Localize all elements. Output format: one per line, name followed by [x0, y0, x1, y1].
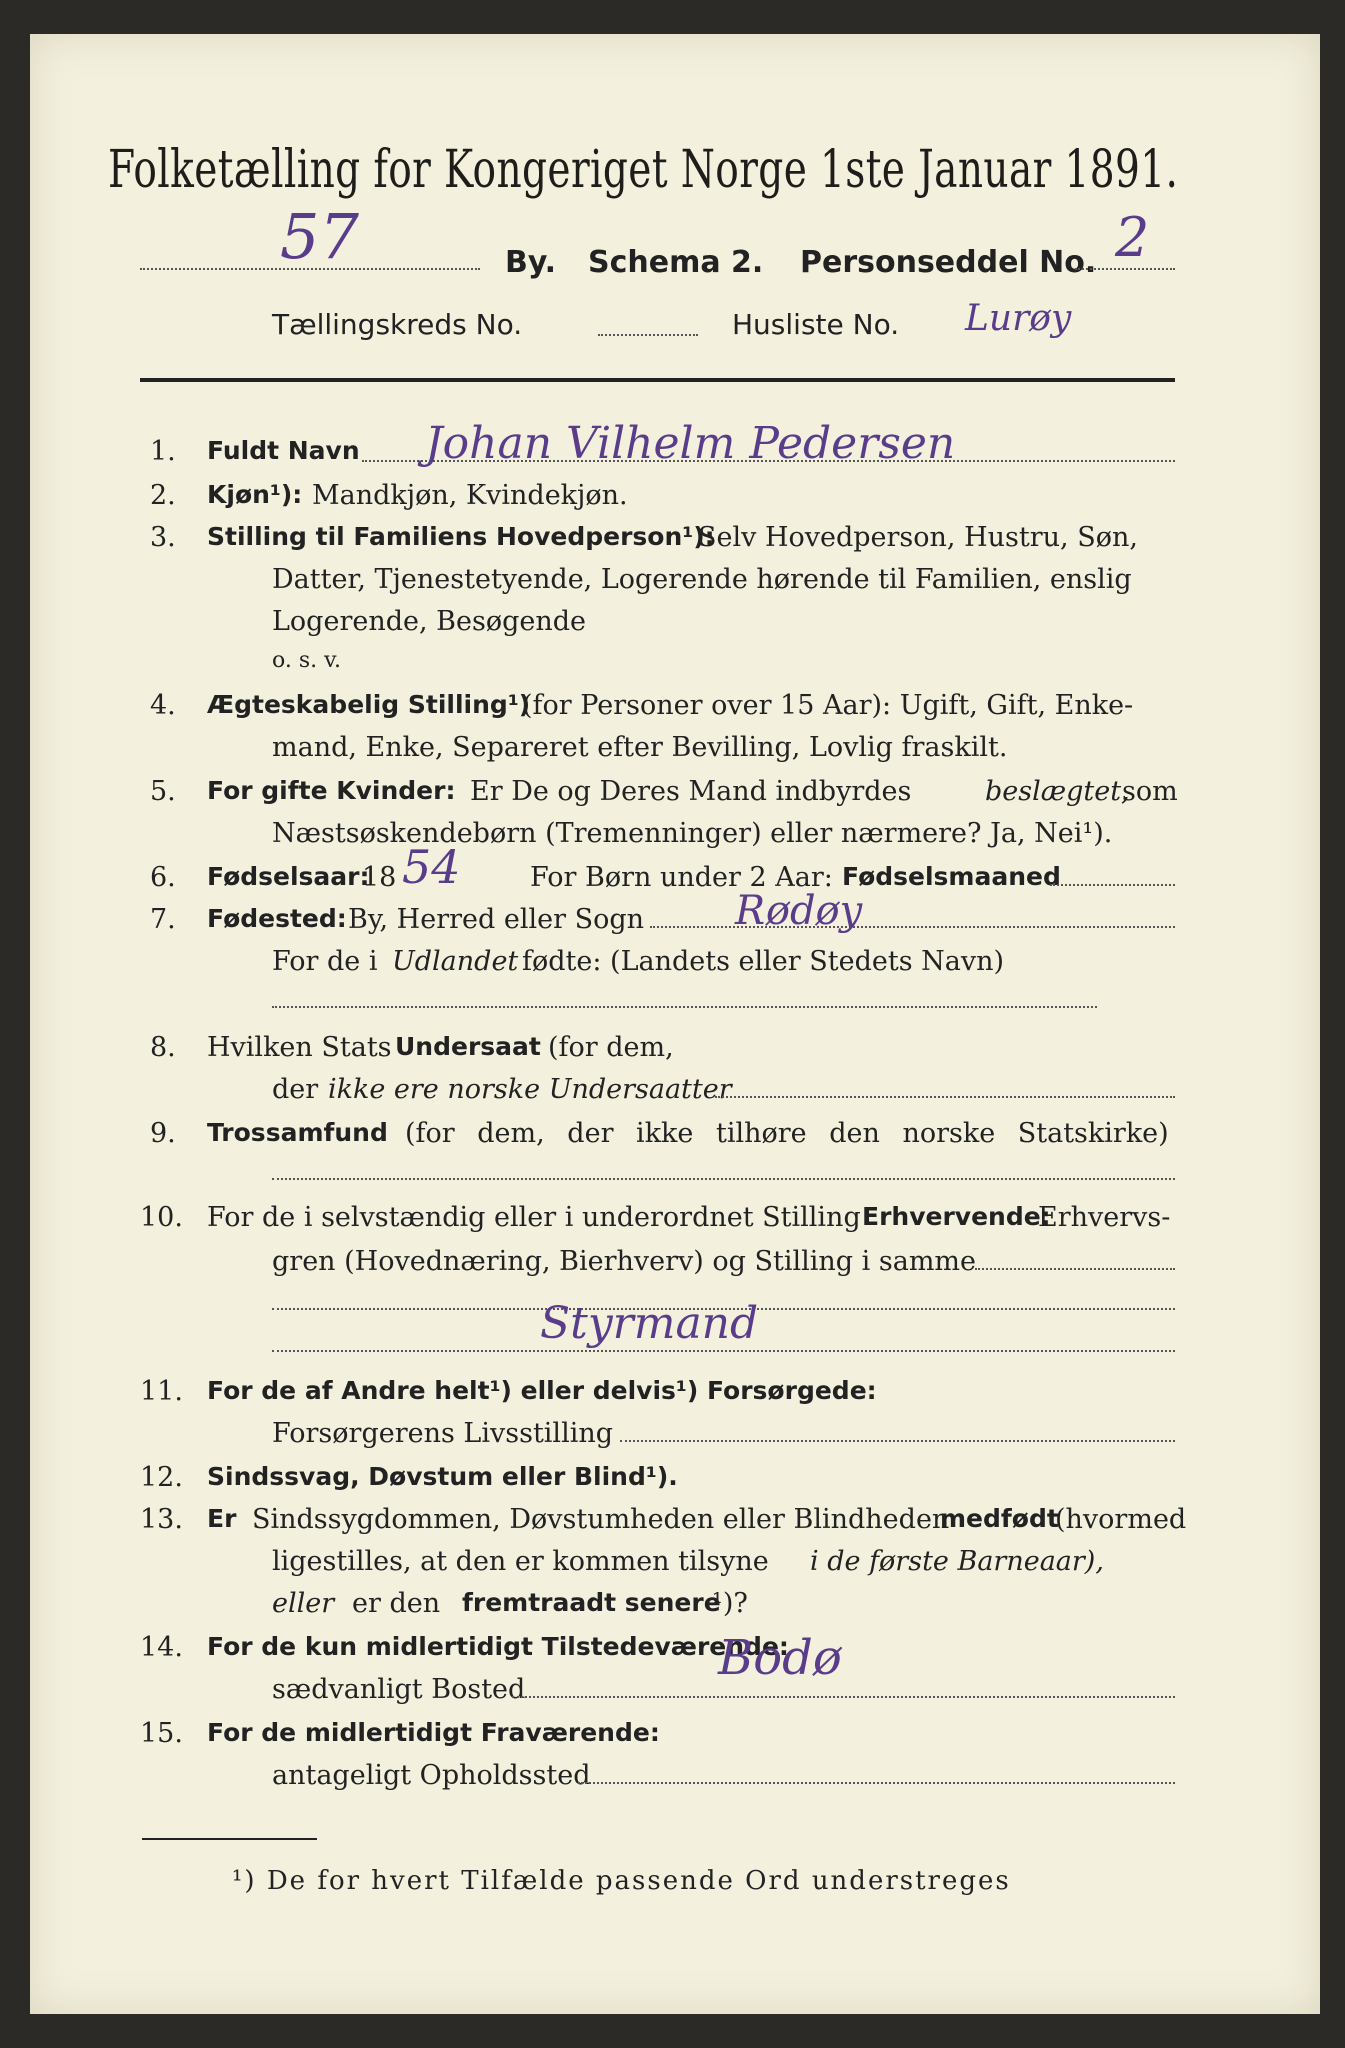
- tellingskreds-label: Tællingskreds No.: [272, 308, 523, 341]
- q14-label: For de kun midlertidigt Tilstedeværende:: [207, 1632, 789, 1661]
- q7-text-2a: For de i: [272, 946, 378, 977]
- q13-text-1: Sindssygdommen, Døvstumheden eller Blindheden: [252, 1504, 950, 1535]
- q14-line: [512, 1696, 1175, 1698]
- q13-text-2a: ligestilles, at den er kommen tilsyne: [272, 1546, 769, 1577]
- q7-label: Fødested:: [207, 904, 347, 933]
- q7-number: 7.: [150, 904, 176, 935]
- q6-text: For Børn under 2 Aar:: [530, 862, 833, 893]
- q4-label: Ægteskabelig Stilling¹): [207, 690, 531, 719]
- q8-text-1a: Hvilken Stats: [207, 1032, 392, 1063]
- q13-text-3b: ¹)?: [712, 1588, 748, 1619]
- q1-value: Johan Vilhelm Pedersen: [425, 418, 956, 469]
- q12-label: Sindssvag, Døvstum eller Blind¹).: [207, 1462, 678, 1491]
- q3-text-4: o. s. v.: [272, 648, 341, 673]
- q14-value: Bodø: [718, 1630, 842, 1686]
- q11-label: For de af Andre helt¹) eller delvis¹) Forsørgede:: [207, 1376, 877, 1405]
- q13-number: 13.: [140, 1504, 183, 1535]
- personseddel-label: Personseddel No.: [800, 245, 1097, 280]
- q10-line-3: [272, 1350, 1175, 1352]
- q2-text: Mandkjøn, Kvindekjøn.: [312, 480, 628, 511]
- q15-number: 15.: [140, 1718, 183, 1749]
- q6-value: 54: [402, 840, 461, 894]
- q6-label: Fødselsaar:: [207, 862, 370, 891]
- husliste-label: Husliste No.: [732, 308, 900, 341]
- q8-text-2a: der: [272, 1074, 319, 1105]
- q7-text: By, Herred eller Sogn: [348, 904, 644, 935]
- q10-text-2: gren (Hovednæring, Bierhverv) og Stilling i samme: [272, 1246, 977, 1277]
- q3-text-2: Datter, Tjenestetyende, Logerende hørende til Familien, enslig: [272, 564, 1132, 595]
- q10-value: Styrmand: [540, 1298, 759, 1349]
- q5-text-2: Næstsøskendebørn (Tremenninger) eller nærmere? Ja, Nei¹).: [272, 818, 1113, 849]
- q13-text-3: er den: [352, 1588, 441, 1619]
- personseddel-value: 2: [1115, 206, 1150, 269]
- q14-text-2: sædvanligt Bosted: [272, 1674, 526, 1705]
- form-title: Folketælling for Kongeriget Norge 1ste Januar 1891.: [108, 140, 1179, 200]
- q11-number: 11.: [140, 1376, 183, 1407]
- q7-line-2: [272, 1006, 1097, 1008]
- q3-text-3: Logerende, Besøgende: [272, 606, 586, 637]
- q10-number: 10.: [140, 1202, 183, 1233]
- q5-number: 5.: [150, 776, 176, 807]
- q5-italic: beslægtet,: [985, 776, 1130, 807]
- q9-line: [272, 1178, 1175, 1180]
- q11-line: [620, 1440, 1175, 1442]
- q3-label: Stilling til Familiens Hovedperson¹):: [207, 522, 715, 551]
- q8-text-1b: (for dem,: [548, 1032, 674, 1063]
- q8-number: 8.: [150, 1032, 176, 1063]
- q10-label: Erhvervende:: [862, 1202, 1051, 1231]
- q3-text-1: Selv Hovedperson, Hustru, Søn,: [698, 522, 1138, 553]
- q2-number: 2.: [150, 480, 176, 511]
- q13-italic: i de første Barneaar),: [810, 1546, 1104, 1577]
- footnote-rule: [142, 1838, 317, 1840]
- q2-label: Kjøn¹):: [207, 480, 303, 509]
- tellingskreds-line: [598, 334, 698, 336]
- q6-line: [1050, 884, 1175, 886]
- q6-number: 6.: [150, 862, 176, 893]
- q13-label-2: medfødt: [940, 1504, 1059, 1533]
- q8-italic: ikke ere norske Undersaatter: [328, 1074, 732, 1105]
- census-form-page: [30, 34, 1320, 2014]
- q14-number: 14.: [140, 1632, 183, 1663]
- q4-number: 4.: [150, 690, 176, 721]
- q7-italic: Udlandet: [392, 946, 519, 977]
- q12-number: 12.: [140, 1462, 183, 1493]
- q8-line: [715, 1096, 1175, 1098]
- schema-label: Schema 2.: [588, 245, 764, 280]
- q10-text-1b: Erhvervs-: [1038, 1202, 1171, 1233]
- by-number-value: 57: [280, 200, 359, 273]
- q6-prefix: 18: [362, 862, 397, 893]
- q7-line: [650, 926, 1175, 928]
- husliste-value: Lurøy: [965, 298, 1072, 339]
- q11-text-2: Forsørgerens Livsstilling: [272, 1418, 614, 1449]
- footnote: ¹) De for hvert Tilfælde passende Ord understreges: [232, 1866, 1011, 1896]
- q7-value: Rødøy: [735, 888, 863, 934]
- header-rule: [140, 378, 1175, 382]
- q9-label: Trossamfund: [207, 1118, 388, 1147]
- q5-text-1: Er De og Deres Mand indbyrdes: [470, 776, 912, 807]
- q15-label: For de midlertidigt Fraværende:: [207, 1718, 660, 1747]
- q15-line: [578, 1782, 1175, 1784]
- q7-text-2b: fødte: (Landets eller Stedets Navn): [522, 946, 1005, 977]
- q13-label-1: Er: [207, 1504, 237, 1533]
- q1-label: Fuldt Navn: [207, 436, 360, 465]
- q15-text-2: antageligt Opholdssted: [272, 1760, 591, 1791]
- q5-text-1b: som: [1122, 776, 1178, 807]
- by-label: By.: [505, 245, 557, 280]
- q13-label-3: fremtraadt senere: [462, 1588, 721, 1617]
- q9-number: 9.: [150, 1118, 176, 1149]
- q13-text-1b: (hvormed: [1055, 1504, 1187, 1535]
- q13-italic-2: eller: [272, 1588, 335, 1619]
- q4-text-2: mand, Enke, Separeret efter Bevilling, Lovlig fraskilt.: [272, 732, 1008, 763]
- q10-text-1a: For de i selvstændig eller i underordnet Stilling: [207, 1202, 861, 1233]
- q4-text-1: (for Personer over 15 Aar): Ugift, Gift, Enke-: [522, 690, 1134, 721]
- q9-text: (for dem, der ikke tilhøre den norske Statskirke): [405, 1118, 1169, 1149]
- q1-number: 1.: [150, 436, 176, 467]
- q3-number: 3.: [150, 522, 176, 553]
- q10-line-1: [975, 1268, 1175, 1270]
- q5-label: For gifte Kvinder:: [207, 776, 456, 805]
- q6-label-2: Fødselsmaaned: [842, 862, 1061, 891]
- q8-label: Undersaat: [395, 1032, 541, 1061]
